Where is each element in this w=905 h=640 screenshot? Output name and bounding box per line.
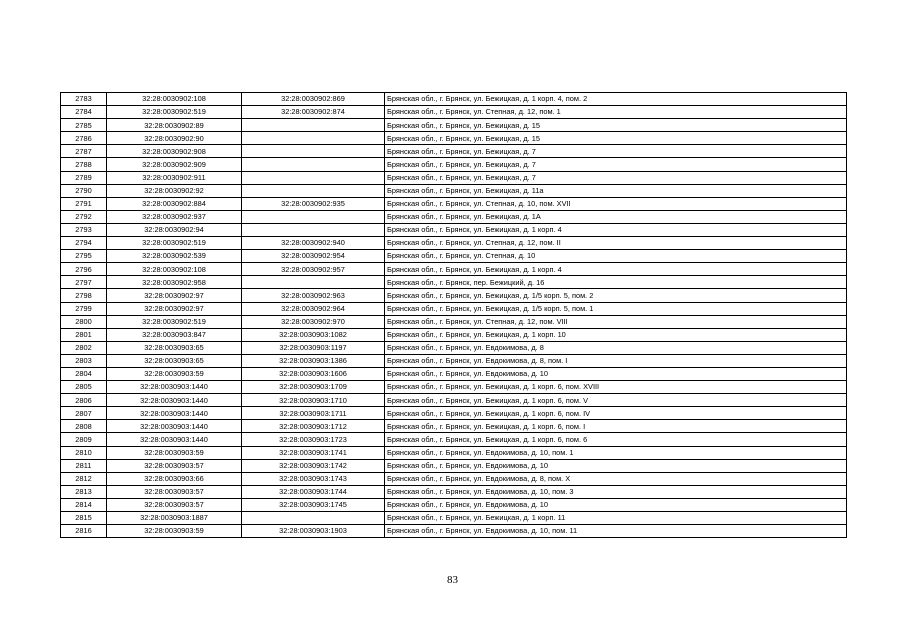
table-row — [61, 171, 847, 184]
related-cadastral-number-cell: 32:28:0030902:935 — [242, 197, 385, 210]
related-cadastral-number-cell — [242, 158, 385, 171]
table-row — [61, 407, 847, 420]
row-number-cell: 2807 — [61, 407, 107, 420]
row-number-cell: 2801 — [61, 328, 107, 341]
related-cadastral-number-cell: 32:28:0030902:970 — [242, 315, 385, 328]
address-cell: Брянская обл., г. Брянск, ул. Бежицкая, д. 1 корп. 10 — [385, 328, 847, 341]
address-cell: Брянская обл., г. Брянск, ул. Бежицкая, д. 1 корп. 6, пом. XVIII — [385, 381, 847, 394]
cadastral-number-cell: 32:28:0030902:911 — [107, 171, 242, 184]
related-cadastral-number-cell: 32:28:0030903:1742 — [242, 459, 385, 472]
related-cadastral-number-cell: 32:28:0030903:1082 — [242, 328, 385, 341]
address-cell: Брянская обл., г. Брянск, ул. Евдокимова, д. 10 — [385, 459, 847, 472]
related-cadastral-number-cell — [242, 171, 385, 184]
cadastral-number-cell: 32:28:0030902:908 — [107, 145, 242, 158]
related-cadastral-number-cell: 32:28:0030902:874 — [242, 106, 385, 119]
table-row — [61, 525, 847, 538]
address-cell: Брянская обл., г. Брянск, ул. Бежицкая, д. 11а — [385, 184, 847, 197]
related-cadastral-number-cell — [242, 132, 385, 145]
row-number-cell: 2812 — [61, 472, 107, 485]
cadastral-number-cell: 32:28:0030902:89 — [107, 119, 242, 132]
address-cell: Брянская обл., г. Брянск, пер. Бежицкий, д. 16 — [385, 276, 847, 289]
row-number-cell: 2809 — [61, 433, 107, 446]
cadastral-number-cell: 32:28:0030902:92 — [107, 184, 242, 197]
address-cell: Брянская обл., г. Брянск, ул. Бежицкая, д. 7 — [385, 158, 847, 171]
row-number-cell: 2800 — [61, 315, 107, 328]
table-row — [61, 145, 847, 158]
table-row — [61, 498, 847, 511]
cadastral-number-cell: 32:28:0030902:519 — [107, 106, 242, 119]
related-cadastral-number-cell — [242, 210, 385, 223]
cadastral-number-cell: 32:28:0030903:57 — [107, 459, 242, 472]
related-cadastral-number-cell — [242, 512, 385, 525]
row-number-cell: 2796 — [61, 263, 107, 276]
related-cadastral-number-cell: 32:28:0030903:1903 — [242, 525, 385, 538]
row-number-cell: 2815 — [61, 512, 107, 525]
table-row — [61, 223, 847, 236]
related-cadastral-number-cell: 32:28:0030902:940 — [242, 237, 385, 250]
row-number-cell: 2785 — [61, 119, 107, 132]
table-row — [61, 276, 847, 289]
table-row — [61, 289, 847, 302]
cadastral-number-cell: 32:28:0030903:1887 — [107, 512, 242, 525]
related-cadastral-number-cell — [242, 145, 385, 158]
row-number-cell: 2795 — [61, 250, 107, 263]
table-row — [61, 381, 847, 394]
related-cadastral-number-cell — [242, 184, 385, 197]
row-number-cell: 2816 — [61, 525, 107, 538]
cadastral-number-cell: 32:28:0030902:97 — [107, 302, 242, 315]
address-cell: Брянская обл., г. Брянск, ул. Бежицкая, д. 1А — [385, 210, 847, 223]
address-cell: Брянская обл., г. Брянск, ул. Бежицкая, д. 1/5 корп. 5, пом. 2 — [385, 289, 847, 302]
row-number-cell: 2798 — [61, 289, 107, 302]
cadastral-number-cell: 32:28:0030902:519 — [107, 237, 242, 250]
address-cell: Брянская обл., г. Брянск, ул. Бежицкая, д. 1 корп. 6, пом. V — [385, 394, 847, 407]
address-cell: Брянская обл., г. Брянск, ул. Бежицкая, д. 1 корп. 4 — [385, 223, 847, 236]
table-row — [61, 315, 847, 328]
table-row — [61, 420, 847, 433]
related-cadastral-number-cell: 32:28:0030903:1709 — [242, 381, 385, 394]
cadastral-number-cell: 32:28:0030903:1440 — [107, 394, 242, 407]
cadastral-number-cell: 32:28:0030903:59 — [107, 525, 242, 538]
address-cell: Брянская обл., г. Брянск, ул. Евдокимова, д. 10 — [385, 498, 847, 511]
table-row — [61, 158, 847, 171]
table-row — [61, 263, 847, 276]
row-number-cell: 2804 — [61, 367, 107, 380]
cadastral-number-cell: 32:28:0030902:108 — [107, 93, 242, 106]
related-cadastral-number-cell — [242, 119, 385, 132]
cadastral-number-cell: 32:28:0030902:90 — [107, 132, 242, 145]
related-cadastral-number-cell: 32:28:0030903:1606 — [242, 367, 385, 380]
table-row — [61, 485, 847, 498]
address-cell: Брянская обл., г. Брянск, ул. Бежицкая, д. 7 — [385, 145, 847, 158]
row-number-cell: 2788 — [61, 158, 107, 171]
row-number-cell: 2789 — [61, 171, 107, 184]
row-number-cell: 2794 — [61, 237, 107, 250]
table-row — [61, 394, 847, 407]
cadastral-number-cell: 32:28:0030902:937 — [107, 210, 242, 223]
address-cell: Брянская обл., г. Брянск, ул. Бежицкая, д. 1 корп. 6, пом. 6 — [385, 433, 847, 446]
address-cell: Брянская обл., г. Брянск, ул. Бежицкая, д. 1 корп. 4, пом. 2 — [385, 93, 847, 106]
table-row — [61, 197, 847, 210]
address-cell: Брянская обл., г. Брянск, ул. Евдокимова, д. 10, пом. 1 — [385, 446, 847, 459]
related-cadastral-number-cell: 32:28:0030903:1710 — [242, 394, 385, 407]
row-number-cell: 2814 — [61, 498, 107, 511]
table-row — [61, 354, 847, 367]
cadastral-number-cell: 32:28:0030903:59 — [107, 446, 242, 459]
cadastral-number-cell: 32:28:0030903:1440 — [107, 433, 242, 446]
related-cadastral-number-cell: 32:28:0030903:1743 — [242, 472, 385, 485]
row-number-cell: 2805 — [61, 381, 107, 394]
cadastral-number-cell: 32:28:0030903:66 — [107, 472, 242, 485]
related-cadastral-number-cell: 32:28:0030903:1744 — [242, 485, 385, 498]
table-row — [61, 184, 847, 197]
row-number-cell: 2808 — [61, 420, 107, 433]
address-cell: Брянская обл., г. Брянск, ул. Евдокимова, д. 10 — [385, 367, 847, 380]
table-row — [61, 302, 847, 315]
table-row — [61, 210, 847, 223]
cadastral-number-cell: 32:28:0030903:847 — [107, 328, 242, 341]
address-cell: Брянская обл., г. Брянск, ул. Степная, д. 12, пом. 1 — [385, 106, 847, 119]
row-number-cell: 2790 — [61, 184, 107, 197]
cadastral-number-cell: 32:28:0030902:958 — [107, 276, 242, 289]
row-number-cell: 2783 — [61, 93, 107, 106]
page-number: 83 — [447, 574, 458, 586]
table-row — [61, 446, 847, 459]
row-number-cell: 2791 — [61, 197, 107, 210]
table-row — [61, 472, 847, 485]
table-row — [61, 119, 847, 132]
related-cadastral-number-cell: 32:28:0030902:954 — [242, 250, 385, 263]
table-row — [61, 93, 847, 106]
cadastral-number-cell: 32:28:0030903:65 — [107, 341, 242, 354]
cadastral-number-cell: 32:28:0030903:59 — [107, 367, 242, 380]
related-cadastral-number-cell — [242, 276, 385, 289]
cadastral-number-cell: 32:28:0030903:57 — [107, 498, 242, 511]
table-row — [61, 328, 847, 341]
cadastral-number-cell: 32:28:0030902:97 — [107, 289, 242, 302]
address-cell: Брянская обл., г. Брянск, ул. Степная, д. 10 — [385, 250, 847, 263]
address-cell: Брянская обл., г. Брянск, ул. Бежицкая, д. 15 — [385, 119, 847, 132]
table-row — [61, 132, 847, 145]
related-cadastral-number-cell: 32:28:0030903:1712 — [242, 420, 385, 433]
table-row — [61, 459, 847, 472]
cadastral-number-cell: 32:28:0030903:1440 — [107, 407, 242, 420]
cadastral-number-cell: 32:28:0030903:1440 — [107, 420, 242, 433]
address-cell: Брянская обл., г. Брянск, ул. Степная, д. 10, пом. XVII — [385, 197, 847, 210]
cadastral-number-cell: 32:28:0030902:539 — [107, 250, 242, 263]
table-row — [61, 512, 847, 525]
address-cell: Брянская обл., г. Брянск, ул. Бежицкая, д. 15 — [385, 132, 847, 145]
address-cell: Брянская обл., г. Брянск, ул. Евдокимова, д. 8, пом. I — [385, 354, 847, 367]
row-number-cell: 2806 — [61, 394, 107, 407]
related-cadastral-number-cell: 32:28:0030903:1745 — [242, 498, 385, 511]
related-cadastral-number-cell — [242, 223, 385, 236]
row-number-cell: 2786 — [61, 132, 107, 145]
address-cell: Брянская обл., г. Брянск, ул. Бежицкая, д. 1 корп. 4 — [385, 263, 847, 276]
row-number-cell: 2813 — [61, 485, 107, 498]
cadastral-number-cell: 32:28:0030902:108 — [107, 263, 242, 276]
related-cadastral-number-cell: 32:28:0030903:1386 — [242, 354, 385, 367]
row-number-cell: 2792 — [61, 210, 107, 223]
address-cell: Брянская обл., г. Брянск, ул. Бежицкая, д. 7 — [385, 171, 847, 184]
cadastral-number-cell: 32:28:0030903:65 — [107, 354, 242, 367]
address-cell: Брянская обл., г. Брянск, ул. Степная, д. 12, пом. VIII — [385, 315, 847, 328]
cadastral-number-cell: 32:28:0030902:519 — [107, 315, 242, 328]
related-cadastral-number-cell: 32:28:0030903:1197 — [242, 341, 385, 354]
address-cell: Брянская обл., г. Брянск, ул. Евдокимова, д. 10, пом. 11 — [385, 525, 847, 538]
registry-table-body — [61, 93, 847, 538]
table-row — [61, 433, 847, 446]
cadastral-number-cell: 32:28:0030902:94 — [107, 223, 242, 236]
cadastral-number-cell: 32:28:0030903:57 — [107, 485, 242, 498]
row-number-cell: 2787 — [61, 145, 107, 158]
row-number-cell: 2811 — [61, 459, 107, 472]
related-cadastral-number-cell: 32:28:0030903:1723 — [242, 433, 385, 446]
address-cell: Брянская обл., г. Брянск, ул. Бежицкая, д. 1/5 корп. 5, пом. 1 — [385, 302, 847, 315]
row-number-cell: 2793 — [61, 223, 107, 236]
table-row — [61, 237, 847, 250]
address-cell: Брянская обл., г. Брянск, ул. Евдокимова, д. 10, пом. 3 — [385, 485, 847, 498]
cadastral-number-cell: 32:28:0030903:1440 — [107, 381, 242, 394]
address-cell: Брянская обл., г. Брянск, ул. Бежицкая, д. 1 корп. 11 — [385, 512, 847, 525]
related-cadastral-number-cell: 32:28:0030902:869 — [242, 93, 385, 106]
related-cadastral-number-cell: 32:28:0030902:957 — [242, 263, 385, 276]
registry-table — [60, 92, 847, 538]
row-number-cell: 2802 — [61, 341, 107, 354]
table-row — [61, 250, 847, 263]
cadastral-number-cell: 32:28:0030902:884 — [107, 197, 242, 210]
row-number-cell: 2797 — [61, 276, 107, 289]
table-row — [61, 341, 847, 354]
related-cadastral-number-cell: 32:28:0030902:963 — [242, 289, 385, 302]
related-cadastral-number-cell: 32:28:0030903:1711 — [242, 407, 385, 420]
address-cell: Брянская обл., г. Брянск, ул. Евдокимова, д. 8, пом. X — [385, 472, 847, 485]
row-number-cell: 2803 — [61, 354, 107, 367]
related-cadastral-number-cell: 32:28:0030903:1741 — [242, 446, 385, 459]
address-cell: Брянская обл., г. Брянск, ул. Степная, д. 12, пом. II — [385, 237, 847, 250]
cadastral-number-cell: 32:28:0030902:909 — [107, 158, 242, 171]
table-row — [61, 367, 847, 380]
row-number-cell: 2799 — [61, 302, 107, 315]
address-cell: Брянская обл., г. Брянск, ул. Бежицкая, д. 1 корп. 6, пом. IV — [385, 407, 847, 420]
related-cadastral-number-cell: 32:28:0030902:964 — [242, 302, 385, 315]
table-row — [61, 106, 847, 119]
address-cell: Брянская обл., г. Брянск, ул. Бежицкая, д. 1 корп. 6, пом. I — [385, 420, 847, 433]
row-number-cell: 2784 — [61, 106, 107, 119]
row-number-cell: 2810 — [61, 446, 107, 459]
address-cell: Брянская обл., г. Брянск, ул. Евдокимова, д. 8 — [385, 341, 847, 354]
